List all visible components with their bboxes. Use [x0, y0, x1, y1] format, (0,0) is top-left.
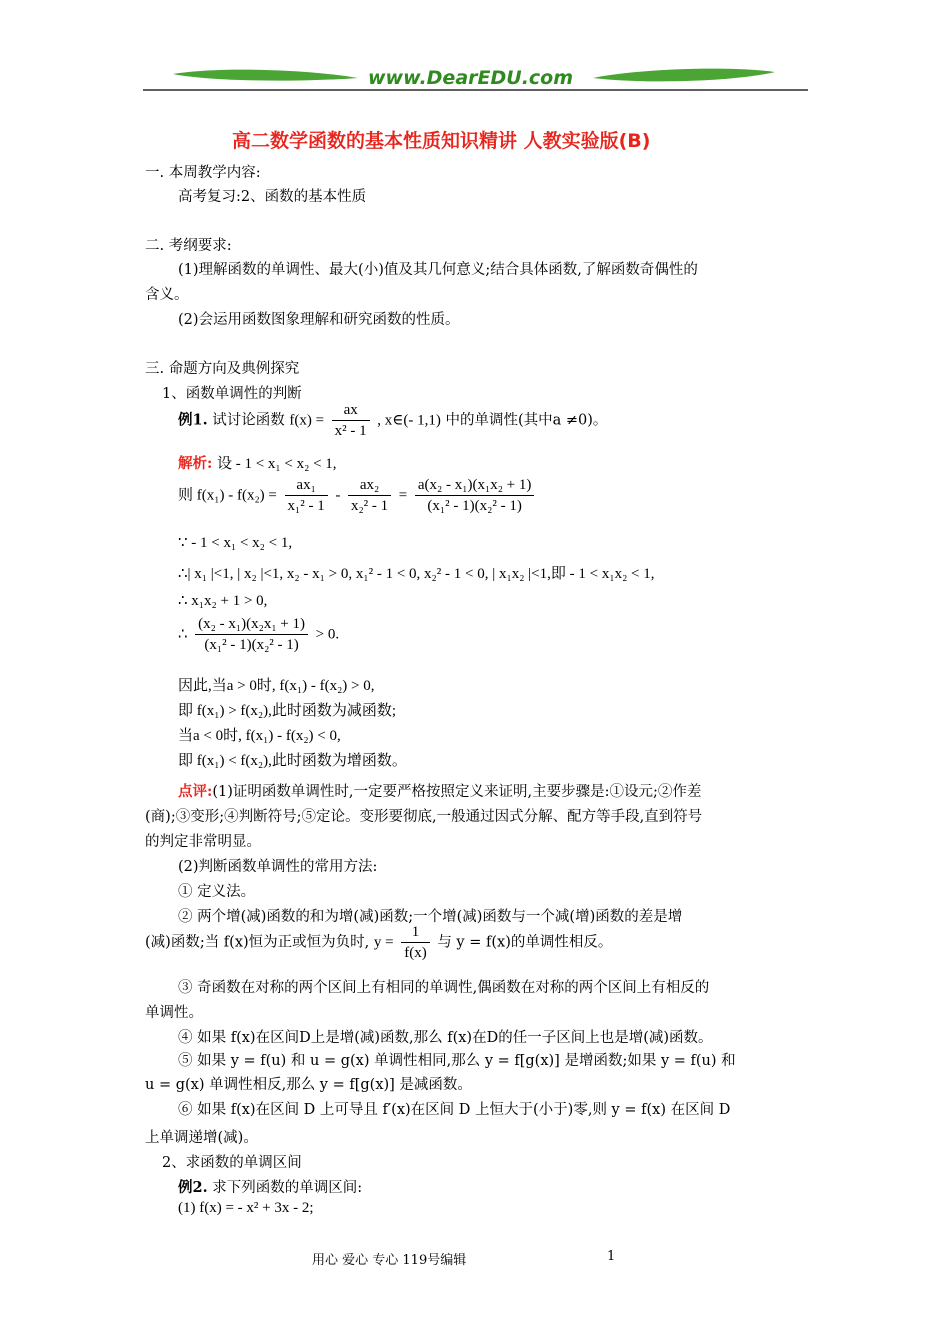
comment-p1a-text: (1)证明函数单调性时,一定要严格按照定义来证明,主要步骤是:①设元;②作差: [212, 784, 702, 800]
solution-l5: ∴ x₁x₂ + 1 > 0,: [178, 593, 268, 609]
example1-lead: 试讨论函数: [212, 412, 285, 429]
solution-l2-frac2: [348, 475, 391, 516]
solution-l2-num2: ax₂: [348, 475, 391, 496]
comment-m2b: [145, 922, 612, 963]
solution-l2-den3: (x₁² - 1)(x₂² - 1): [427, 498, 522, 514]
comment-m2b-tail: 与 y = f(x)的单调性相反。: [437, 934, 613, 951]
comment-m3a: ③ 奇函数在对称的两个区间上有相同的单调性,偶函数在对称的两个区间上有相反的: [178, 980, 710, 996]
example1-fraction: [332, 400, 370, 441]
comment-m6b: 上单调递增(减)。: [145, 1130, 258, 1146]
solution-l7: 因此,当a > 0时, f(x₁) - f(x₂) > 0,: [178, 678, 375, 694]
example1-tail: 中的单调性(其中a ≠0)。: [445, 412, 608, 429]
solution-line1: [178, 452, 337, 473]
logo-right-swoosh: [593, 69, 775, 82]
comment-m2b-lead: (减)函数;当 f(x)恒为正或恒为负时,: [145, 934, 370, 951]
example1-numerator: ax: [332, 400, 370, 421]
logo-left-swoosh: [173, 70, 358, 81]
solution-l2-frac1: [285, 475, 328, 516]
comment-m6a: ⑥ 如果 f(x)在区间 D 上可导且 f′(x)在区间 D 上恒大于(小于)零,则 y = f(x) 在区间 D: [178, 1102, 731, 1118]
solution-l6-frac: [195, 614, 308, 655]
solution-l2-den1: x₁² - 1: [287, 498, 325, 514]
solution-l2-lead: 则 f(x₁) - f(x₂) =: [178, 487, 277, 504]
comment-m3b: 单调性。: [145, 1005, 203, 1021]
solution-l8: 即 f(x₁) > f(x₂),此时函数为减函数;: [178, 703, 397, 719]
solution-l2-num1: ax₁: [285, 475, 328, 496]
solution-l9: 当a < 0时, f(x₁) - f(x₂) < 0,: [178, 728, 341, 744]
solution-line6: [178, 614, 339, 655]
solution-l3: ∵ - 1 < x₁ < x₂ < 1,: [178, 535, 293, 551]
site-logo: [143, 62, 808, 94]
comment-m2b-frac: [401, 922, 430, 963]
comment-m2b-num: 1: [401, 922, 430, 943]
example2-text: 求下列函数的单调区间:: [212, 1180, 363, 1196]
example1-line: [178, 400, 607, 441]
section2-p1b: 含义。: [145, 287, 189, 303]
solution-l4: ∴| x₁ |<1, | x₂ |<1, x₂ - x₁ > 0, x₁² - 1 < 0, x₂² - 1 < 0, | x₁x₂ |<1,即 - 1 < x₁x₂ < 1,: [178, 566, 655, 582]
footer-text: 用心 爱心 专心 119号编辑: [312, 1253, 467, 1268]
comment-p1a: [178, 780, 701, 801]
comment-m2b-y: y =: [373, 934, 394, 951]
section1-body: 高考复习:2、函数的基本性质: [178, 189, 367, 205]
solution-label: 解析:: [178, 455, 213, 472]
example1-domain: , x∈(- 1,1): [377, 412, 441, 429]
solution-l2-minus: -: [335, 487, 341, 504]
solution-line2: [178, 475, 537, 516]
comment-m2a: ② 两个增(减)函数的和为增(减)函数;一个增(减)函数与一个减(增)函数的差是增: [178, 909, 683, 925]
solution-l1: 设 - 1 < x₁ < x₂ < 1,: [216, 456, 337, 472]
comment-p2: (2)判断函数单调性的常用方法:: [178, 859, 378, 875]
example1-fx: f(x) =: [289, 412, 325, 429]
solution-l2-eq: =: [398, 487, 408, 504]
solution-l6-tail: > 0.: [315, 626, 340, 643]
example1-label: 例1.: [178, 411, 208, 429]
example2-item1: (1) f(x) = - x² + 3x - 2;: [178, 1200, 314, 1216]
section2-p2: (2)会运用函数图象理解和研究函数的性质。: [178, 312, 460, 328]
header-banner: [143, 62, 808, 94]
logo-text: www.DearEDU.com: [368, 67, 574, 89]
solution-l10: 即 f(x₁) < f(x₂),此时函数为增函数。: [178, 753, 407, 769]
page-number: 1: [607, 1249, 616, 1264]
solution-l6-lead: ∴: [178, 626, 188, 643]
solution-l2-num3: a(x₂ - x₁)(x₁x₂ + 1): [415, 475, 535, 496]
solution-l2-frac3: [415, 475, 535, 516]
page-title: 高二数学函数的基本性质知识精讲 人教实验版(B): [232, 130, 651, 152]
comment-label: 点评:: [178, 783, 213, 800]
comment-m4: ④ 如果 f(x)在区间D上是增(减)函数,那么 f(x)在D的任一子区间上也是增(减)函数。: [178, 1030, 713, 1046]
solution-l2-den2: x₂² - 1: [350, 498, 389, 514]
example1-denominator: x² - 1: [334, 423, 367, 439]
comment-m2b-den: f(x): [404, 945, 427, 961]
comment-p1c: 的判定非常明显。: [145, 834, 261, 850]
section2-p1a: (1)理解函数的单调性、最大(小)值及其几何意义;结合具体函数,了解函数奇偶性的: [178, 262, 698, 278]
section3-sub1: 1、函数单调性的判断: [162, 386, 302, 402]
section3-sub2: 2、求函数的单调区间: [162, 1155, 302, 1171]
section1-heading: 一. 本周教学内容:: [145, 165, 261, 181]
comment-p1b: (商);③变形;④判断符号;⑤定论。变形要彻底,一般通过因式分解、配方等手段,直到符号: [145, 809, 703, 825]
section3-heading: 三. 命题方向及典例探究: [145, 361, 300, 377]
example2-line: [178, 1176, 362, 1197]
comment-m5a: ⑤ 如果 y = f(u) 和 u = g(x) 单调性相同,那么 y = f[g(x)] 是增函数;如果 y = f(u) 和: [178, 1053, 736, 1069]
example2-label: 例2.: [178, 1179, 208, 1196]
solution-l6-num: (x₂ - x₁)(x₂x₁ + 1): [195, 614, 308, 635]
section2-heading: 二. 考纲要求:: [145, 238, 232, 254]
comment-m5b: u = g(x) 单调性相反,那么 y = f[g(x)] 是减函数。: [145, 1077, 472, 1093]
comment-m1: ① 定义法。: [178, 884, 256, 900]
solution-l6-den: (x₁² - 1)(x₂² - 1): [204, 637, 299, 653]
